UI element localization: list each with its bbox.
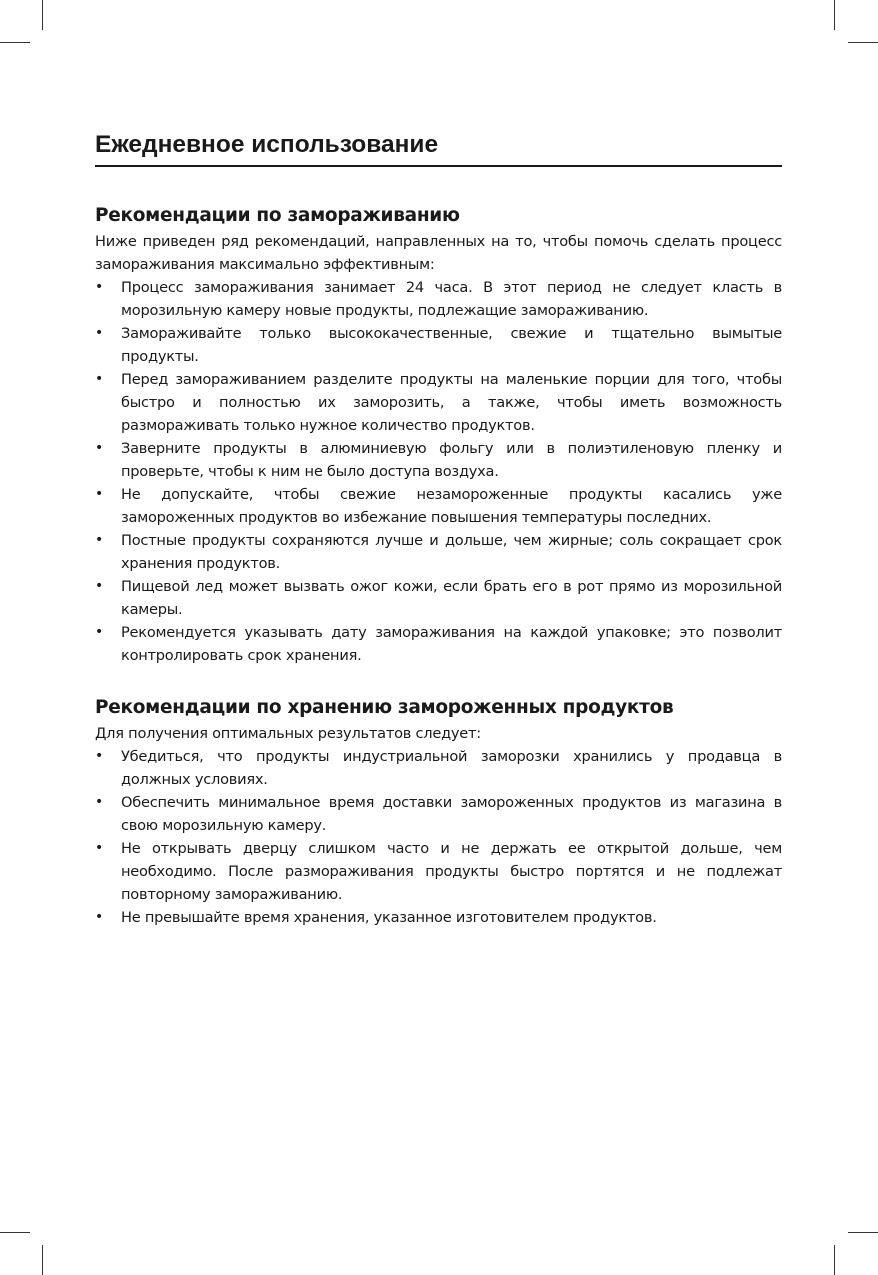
list-item [95,437,782,483]
list-item [95,276,782,322]
section-intro: Ниже приведен ряд рекомендаций, направленных на то, чтобы помочь сделать процесс замораживания максимально эффективным: [95,233,782,273]
list-item-text: Замораживайте только высококачественные, свежие и тщательно вымытые продукты. [121,325,782,365]
bullet-list [95,276,782,667]
crop-mark [42,0,43,30]
bullet-icon: • [95,486,104,502]
list-item-text: Перед замораживанием разделите продукты на маленькие порции для того, чтобы быстро и полностью их заморозить, а также, чтобы иметь возможность размораживать только нужное количество продуктов. [121,371,782,434]
list-item-text: Рекомендуется указывать дату замораживания на каждой упаковке; это позволит контролировать срок хранения. [121,624,782,664]
crop-mark [848,42,878,43]
list-item-text: Постные продукты сохраняются лучше и дольше, чем жирные; соль сокращает срок хранения продуктов. [121,532,782,572]
title-divider [95,165,782,167]
bullet-icon: • [95,624,104,640]
document-body [95,203,782,929]
list-item-text: Не открывать дверцу слишком часто и не держать ее открытой дольше, чем необходимо. После размораживания продукты быстро портятся и не подлежат повторному замораживанию. [121,840,782,903]
section-intro: Для получения оптимальных результатов следует: [95,725,481,742]
bullet-icon: • [95,840,104,856]
bullet-icon: • [95,371,104,387]
bullet-icon: • [95,440,104,456]
bullet-icon: • [95,578,104,594]
crop-mark [834,1245,835,1275]
list-item-text: Заверните продукты в алюминиевую фольгу или в полиэтиленовую пленку и проверьте, чтобы к ним не было доступа воздуха. [121,440,782,480]
list-item [95,483,782,529]
list-item-text: Убедиться, что продукты индустриальной заморозки хранились у продавца в должных условиях. [121,748,782,788]
section-freezing-tips [95,203,782,667]
section-storage-tips [95,695,782,929]
crop-mark [42,1245,43,1275]
bullet-icon: • [95,909,104,925]
crop-mark [834,0,835,30]
section-heading: Рекомендации по замораживанию [95,205,460,226]
list-item-text: Процесс замораживания занимает 24 часа. В этот период не следует класть в морозильную камеру новые продукты, подлежащие замораживанию. [121,279,782,319]
list-item [95,621,782,667]
crop-mark [0,42,30,43]
section-heading: Рекомендации по хранению замороженных продуктов [95,697,674,718]
page-title: Ежедневное использование [95,131,439,158]
list-item [95,791,782,837]
list-item [95,745,782,791]
crop-mark [848,1232,878,1233]
list-item-text: Обеспечить минимальное время доставки замороженных продуктов из магазина в свою морозильную камеру. [121,794,782,834]
list-item [95,837,782,906]
bullet-icon: • [95,748,104,764]
list-item [95,906,782,929]
bullet-icon: • [95,532,104,548]
list-item [95,322,782,368]
list-item [95,575,782,621]
crop-mark [0,1232,30,1233]
list-item-text: Не допускайте, чтобы свежие незамороженные продукты касались уже замороженных продуктов во избежание повышения температуры последних. [121,486,782,526]
bullet-icon: • [95,325,104,341]
list-item [95,529,782,575]
list-item-text: Пищевой лед может вызвать ожог кожи, если брать его в рот прямо из морозильной камеры. [121,578,782,618]
bullet-list [95,745,782,929]
bullet-icon: • [95,794,104,810]
list-item [95,368,782,437]
list-item-text: Не превышайте время хранения, указанное изготовителем продуктов. [121,909,657,926]
bullet-icon: • [95,279,104,295]
